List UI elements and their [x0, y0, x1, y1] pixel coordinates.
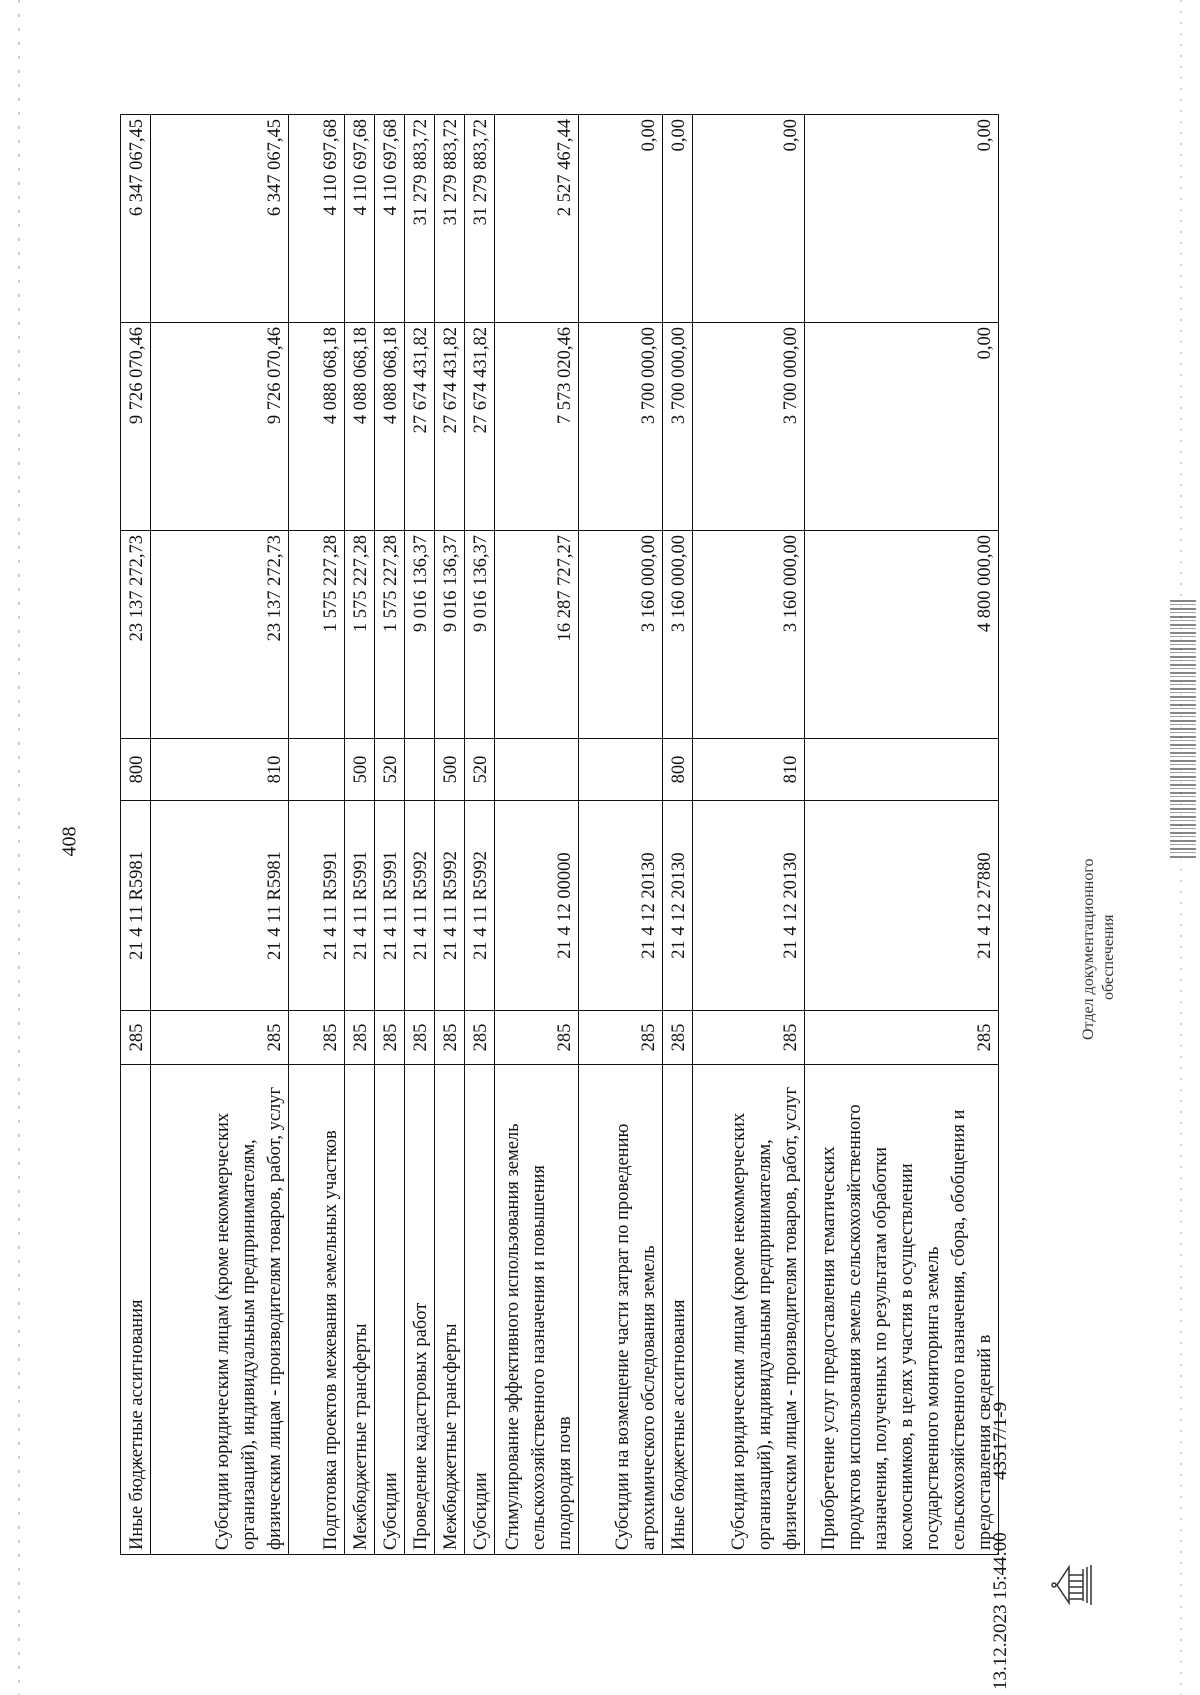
row-section-cell: 285	[151, 1011, 289, 1065]
row-expense-type-cell: 800	[121, 739, 151, 801]
row-section-cell: 285	[805, 1011, 999, 1065]
row-section-cell: 285	[375, 1011, 405, 1065]
row-name-cell: Иные бюджетные ассигнования	[121, 1065, 151, 1555]
table-row	[805, 115, 999, 1555]
row-amount-2025-cell: 4 088 068,18	[289, 323, 345, 531]
row-amount-2024-cell: 1 575 227,28	[375, 531, 405, 739]
row-amount-2025-cell: 4 088 068,18	[345, 323, 375, 531]
row-code-cell: 21 4 12 20130	[693, 801, 805, 1011]
page-number: 408	[58, 826, 81, 857]
table-row	[465, 115, 495, 1555]
row-expense-type-cell	[805, 739, 999, 801]
row-amount-2024-cell: 9 016 136,37	[405, 531, 435, 739]
row-section-cell: 285	[465, 1011, 495, 1065]
row-amount-2025-cell: 3 700 000,00	[579, 323, 663, 531]
row-code-cell: 21 4 11 R5991	[345, 801, 375, 1011]
row-amount-2024-cell: 9 016 136,37	[465, 531, 495, 739]
row-code-cell: 21 4 11 R5981	[121, 801, 151, 1011]
row-expense-type-cell: 800	[663, 739, 693, 801]
row-name-cell: Межбюджетные трансферты	[345, 1065, 375, 1555]
row-amount-2024-cell: 1 575 227,28	[289, 531, 345, 739]
row-expense-type-cell	[289, 739, 345, 801]
row-expense-type-cell	[579, 739, 663, 801]
row-expense-type-cell	[405, 739, 435, 801]
row-section-cell: 285	[495, 1011, 579, 1065]
row-section-cell: 285	[435, 1011, 465, 1065]
row-name-cell: Иные бюджетные ассигнования	[663, 1065, 693, 1555]
scan-artifact-left	[18, 0, 20, 1695]
row-section-cell: 285	[289, 1011, 345, 1065]
row-amount-2026-cell: 0,00	[579, 115, 663, 323]
row-code-cell: 21 4 11 R5981	[151, 801, 289, 1011]
row-code-cell: 21 4 11 R5992	[435, 801, 465, 1011]
row-section-cell: 285	[579, 1011, 663, 1065]
row-amount-2025-cell: 0,00	[805, 323, 999, 531]
row-amount-2026-cell: 6 347 067,45	[121, 115, 151, 323]
row-amount-2026-cell: 4 110 697,68	[289, 115, 345, 323]
row-expense-type-cell: 500	[345, 739, 375, 801]
table-row	[375, 115, 405, 1555]
table-row	[663, 115, 693, 1555]
row-expense-type-cell: 520	[375, 739, 405, 801]
row-amount-2025-cell: 9 726 070,46	[151, 323, 289, 531]
table-row	[405, 115, 435, 1555]
emblem-icon	[1045, 1555, 1105, 1615]
row-amount-2026-cell: 31 279 883,72	[405, 115, 435, 323]
row-name-cell: Стимулирование эффективного использования земель сельскохозяйственного назначения и повышения плодородия почв	[495, 1065, 579, 1555]
row-name-cell: Субсидии юридическим лицам (кроме некоммерческих организаций), индивидуальным предпринимателям, физическим лицам - производителям товаров, работ, услуг	[151, 1065, 289, 1555]
row-name-cell: Субсидии	[375, 1065, 405, 1555]
row-expense-type-cell: 810	[693, 739, 805, 801]
row-expense-type-cell	[495, 739, 579, 801]
footer-doc-number: 43517/1-9	[990, 1401, 1011, 1480]
row-section-cell: 285	[121, 1011, 151, 1065]
table-row	[435, 115, 465, 1555]
row-amount-2025-cell: 27 674 431,82	[405, 323, 435, 531]
row-code-cell: 21 4 11 R5992	[405, 801, 435, 1011]
row-amount-2026-cell: 4 110 697,68	[345, 115, 375, 323]
stamp-line-2: обеспечения	[1100, 914, 1117, 1000]
row-amount-2025-cell: 7 573 020,46	[495, 323, 579, 531]
row-amount-2024-cell: 3 160 000,00	[663, 531, 693, 739]
row-name-cell: Субсидии	[465, 1065, 495, 1555]
row-amount-2024-cell: 1 575 227,28	[345, 531, 375, 739]
row-amount-2026-cell: 6 347 067,45	[151, 115, 289, 323]
row-code-cell: 21 4 12 27880	[805, 801, 999, 1011]
row-expense-type-cell: 810	[151, 739, 289, 801]
row-name-cell: Субсидии на возмещение части затрат по проведению агрохимического обследования земель	[579, 1065, 663, 1555]
row-expense-type-cell: 520	[465, 739, 495, 801]
row-amount-2024-cell: 3 160 000,00	[693, 531, 805, 739]
row-code-cell: 21 4 12 00000	[495, 801, 579, 1011]
row-amount-2026-cell: 0,00	[805, 115, 999, 323]
row-amount-2024-cell: 23 137 272,73	[151, 531, 289, 739]
table-row	[289, 115, 345, 1555]
row-code-cell: 21 4 11 R5991	[375, 801, 405, 1011]
row-section-cell: 285	[405, 1011, 435, 1065]
row-amount-2025-cell: 3 700 000,00	[663, 323, 693, 531]
budget-table-rotated	[120, 115, 995, 1555]
footer-date: 13.12.2023 15:44:00	[990, 1532, 1011, 1690]
row-name-cell: Подготовка проектов межевания земельных участков	[289, 1065, 345, 1555]
row-amount-2026-cell: 4 110 697,68	[375, 115, 405, 323]
budget-table	[120, 114, 999, 1555]
row-amount-2025-cell: 27 674 431,82	[465, 323, 495, 531]
row-section-cell: 285	[663, 1011, 693, 1065]
row-expense-type-cell: 500	[435, 739, 465, 801]
row-amount-2024-cell: 23 137 272,73	[121, 531, 151, 739]
row-name-cell: Приобретение услуг предоставления тематических продуктов использования земель сельскохозяйственного назначения, полученных по результатам обработки космоснимков, в целях участия в осуществлении государственного мониторинга земель сельскохозяйственного назначения, сбора, обобщения и предоставления сведений в	[805, 1065, 999, 1555]
row-amount-2026-cell: 2 527 467,44	[495, 115, 579, 323]
row-section-cell: 285	[345, 1011, 375, 1065]
row-amount-2024-cell: 9 016 136,37	[435, 531, 465, 739]
row-amount-2026-cell: 0,00	[663, 115, 693, 323]
table-row	[495, 115, 579, 1555]
stamp-line-1: Отдел документационного	[1080, 858, 1097, 1040]
row-amount-2025-cell: 9 726 070,46	[121, 323, 151, 531]
row-code-cell: 21 4 12 20130	[663, 801, 693, 1011]
table-row	[151, 115, 289, 1555]
row-amount-2024-cell: 3 160 000,00	[579, 531, 663, 739]
barcode	[1170, 600, 1196, 860]
row-amount-2025-cell: 3 700 000,00	[693, 323, 805, 531]
row-name-cell: Проведение кадастровых работ	[405, 1065, 435, 1555]
table-row	[345, 115, 375, 1555]
row-name-cell: Субсидии юридическим лицам (кроме некоммерческих организаций), индивидуальным предпринимателям, физическим лицам - производителям товаров, работ, услуг	[693, 1065, 805, 1555]
row-amount-2025-cell: 4 088 068,18	[375, 323, 405, 531]
row-amount-2026-cell: 0,00	[693, 115, 805, 323]
row-code-cell: 21 4 12 20130	[579, 801, 663, 1011]
table-row	[693, 115, 805, 1555]
table-row	[121, 115, 151, 1555]
row-name-cell: Межбюджетные трансферты	[435, 1065, 465, 1555]
row-amount-2025-cell: 27 674 431,82	[435, 323, 465, 531]
row-amount-2026-cell: 31 279 883,72	[435, 115, 465, 323]
row-amount-2024-cell: 16 287 727,27	[495, 531, 579, 739]
row-code-cell: 21 4 11 R5992	[465, 801, 495, 1011]
row-section-cell: 285	[693, 1011, 805, 1065]
row-amount-2024-cell: 4 800 000,00	[805, 531, 999, 739]
row-amount-2026-cell: 31 279 883,72	[465, 115, 495, 323]
table-row	[579, 115, 663, 1555]
row-code-cell: 21 4 11 R5991	[289, 801, 345, 1011]
